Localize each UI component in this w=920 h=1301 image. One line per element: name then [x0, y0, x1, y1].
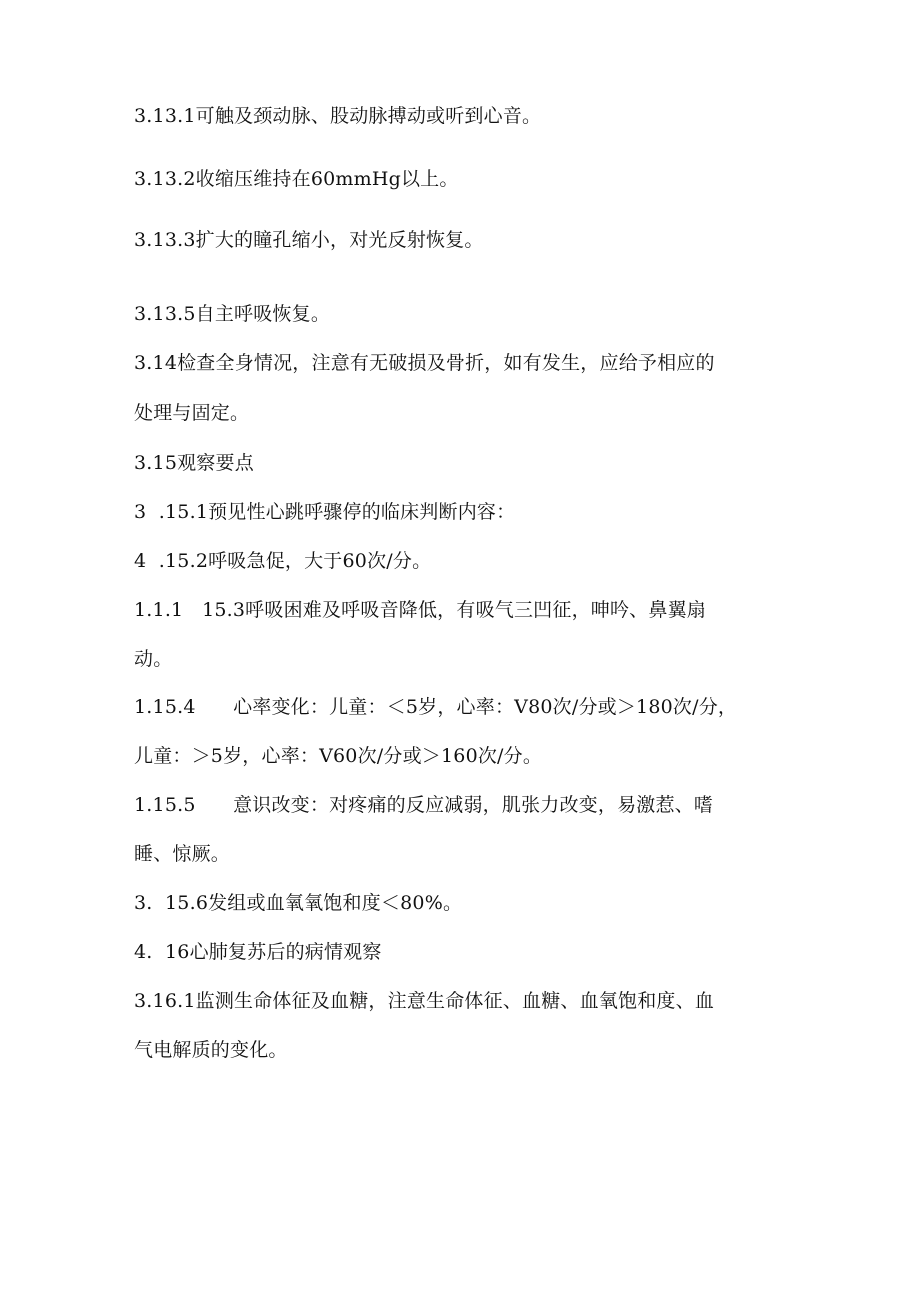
text-line-15-2: 4 .15.2呼吸急促，大于60次/分。	[134, 550, 432, 572]
text-line-15-4: 1.15.4 心率变化：儿童：＜5岁，心率：V80次/分或＞180次/分，	[134, 696, 738, 718]
text-line-15-4-cont: 儿童：＞5岁，心率：V60次/分或＞160次/分。	[134, 745, 543, 767]
text-line-15-6: 3. 15.6发组或血氧氧饱和度＜80%。	[134, 892, 463, 914]
text-line-3-14-cont: 处理与固定。	[134, 402, 250, 424]
text-line-3-16-1: 3.16.1监测生命体征及血糖，注意生命体征、血糖、血氧饱和度、血	[134, 990, 715, 1012]
text-line-3-13-3: 3.13.3扩大的瞳孔缩小，对光反射恢复。	[134, 229, 484, 251]
text-line-3-13-1: 3.13.1可触及颈动脉、股动脉搏动或听到心音。	[134, 105, 542, 127]
text-line-15-3-cont: 动。	[134, 648, 173, 670]
text-line-15-3: 1.1.1 15.3呼吸困难及呼吸音降低，有吸气三凹征，呻吟、鼻翼扇	[134, 599, 706, 621]
text-line-3-14: 3.14检查全身情况，注意有无破损及骨折，如有发生，应给予相应的	[134, 352, 715, 374]
text-line-3-13-2: 3.13.2收缩压维持在60mmHg以上。	[134, 168, 459, 190]
text-line-16: 4. 16心肺复苏后的病情观察	[134, 941, 382, 963]
text-line-15-5: 1.15.5 意识改变：对疼痛的反应减弱，肌张力改变，易激惹、嗜	[134, 794, 714, 816]
text-line-3-16-1-cont: 气电解质的变化。	[134, 1039, 288, 1061]
text-line-3-15: 3.15观察要点	[134, 452, 254, 474]
text-line-15-5-cont: 睡、惊厥。	[134, 843, 231, 865]
text-line-15-1: 3 .15.1预见性心跳呼骤停的临床判断内容：	[134, 501, 516, 523]
text-line-3-13-5: 3.13.5自主呼吸恢复。	[134, 303, 331, 325]
